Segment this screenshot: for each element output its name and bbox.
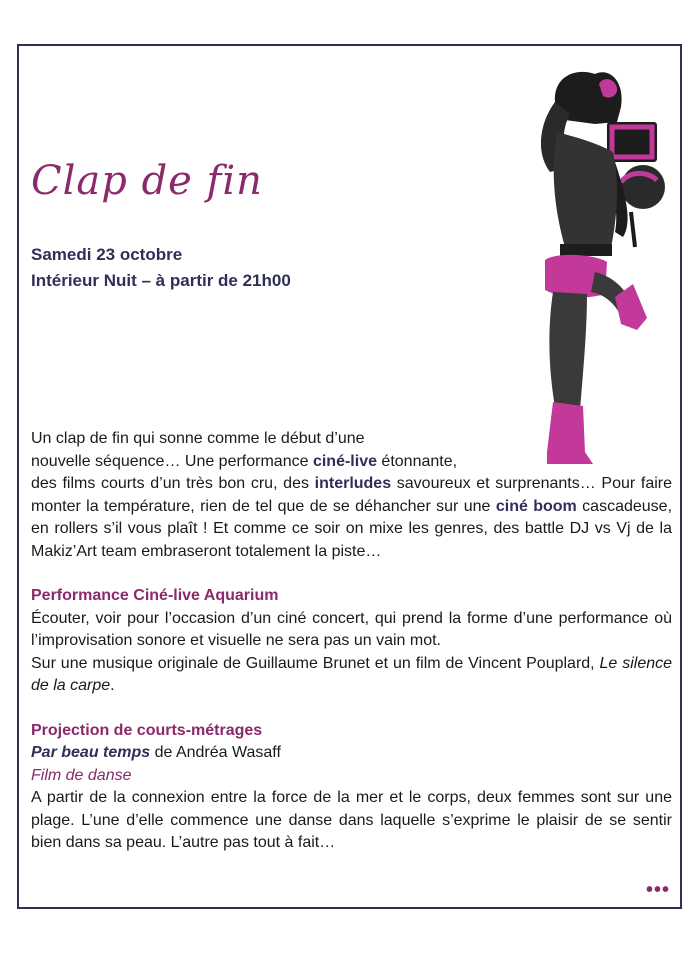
page-title: Clap de fin	[31, 158, 263, 204]
keyword-cine-live: ciné-live	[312, 452, 377, 470]
keyword-cine-boom: ciné boom	[495, 497, 577, 515]
performance-text-1: Écouter, voir pour l’occasion d’un ciné concert, qui prend la forme d’une performance où l’improvisation sonore et visuelle ne sera pas un vain mot.	[31, 609, 672, 649]
article-body	[31, 428, 672, 855]
event-date: Samedi 23 octobre	[31, 245, 183, 264]
film-description: A partir de la connexion entre la force de la mer et le corps, deux femmes sont sur une plage. L’une d’elle commence une danse dans laquelle s’exprime le plaisir de se sentir bien dans sa peau. L’autre pas tout à fait…	[31, 789, 672, 851]
film-credit: Par beau temps de Andréa Wasaff	[31, 744, 281, 761]
performance-heading: Performance Ciné-live Aquarium	[31, 587, 279, 604]
event-info	[31, 242, 291, 294]
film-title-carpe: Le silence de la carpe	[31, 654, 673, 694]
film-title: Par beau temps	[31, 744, 151, 761]
keyword-interludes: interludes	[314, 475, 392, 492]
film-genre: Film de danse	[31, 766, 132, 784]
intro-line-1: Un clap de fin qui sonne comme le début d’une	[31, 430, 365, 447]
projection-heading: Projection de courts-métrages	[31, 721, 263, 739]
performance-text-2: Sur une musique originale de Guillaume Brunet et un film de Vincent Pouplard, Le silence de la carpe.	[31, 654, 673, 694]
more-ellipsis: •••	[645, 879, 670, 901]
camera-dancer-illustration	[525, 62, 665, 472]
intro-line-2: nouvelle séquence… Une performance ciné-live étonnante,	[31, 452, 458, 470]
intro-paragraph: des films courts d’un très bon cru, des interludes savoureux et surprenants… Pour faire monter la température, rien de tel que de se déhancher sur une ciné boom cascadeuse, en rollers s’il vous plaît ! Et comme ce soir on mixe les genres, des battle DJ vs Vj de la Makiz’Art team embraseront totalement la piste…	[31, 475, 673, 560]
event-venue: Intérieur Nuit – à partir de 21h00	[31, 271, 291, 290]
